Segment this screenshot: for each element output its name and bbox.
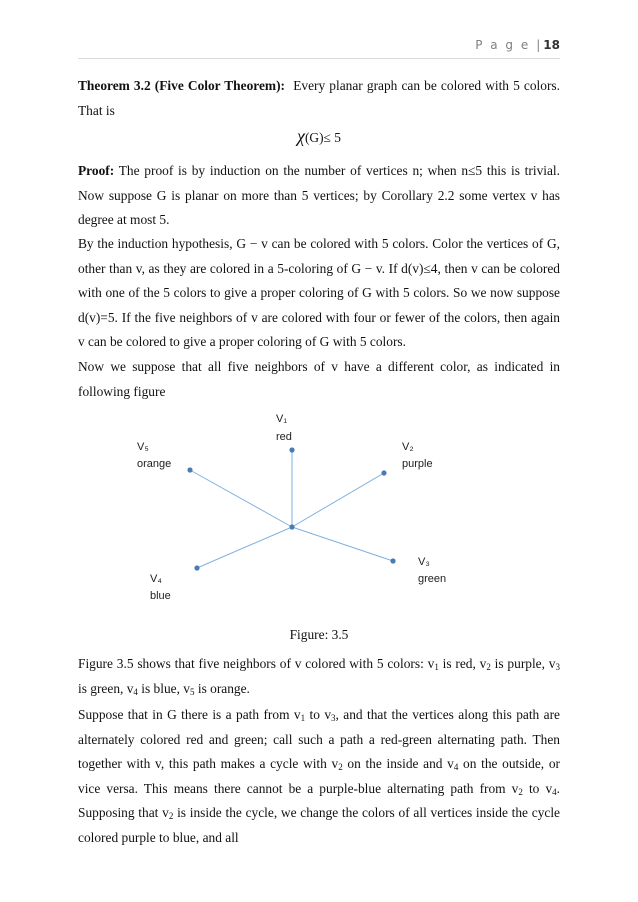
vertex-color-v1: red — [276, 431, 292, 443]
vertex-v1 — [289, 447, 294, 452]
subscript: 2 — [518, 786, 523, 797]
vertex-v4 — [194, 565, 199, 570]
vertex-v3 — [390, 558, 395, 563]
vertex-color-v3: green — [418, 573, 447, 585]
subscript: 2 — [168, 811, 174, 822]
text-run: is purple, v — [490, 656, 556, 671]
theorem-title: Theorem 3.2 (Five Color Theorem): — [78, 78, 285, 93]
subscript: 3 — [555, 662, 560, 672]
vertex-label-v5: V₅ — [137, 441, 149, 453]
subscript: 2 — [338, 762, 343, 773]
vertex-label-v3: V₃ — [418, 556, 430, 568]
text-run: , and that the vertices along this path are alternately colored red and green; call such a path a red-green alternating path. Then together with v, this path makes a cycle with v — [78, 707, 560, 772]
text-run: to v — [305, 707, 332, 722]
vertex-v2 — [381, 470, 386, 475]
subscript: 1 — [300, 713, 306, 723]
chi-symbol: χ — [297, 126, 305, 146]
vertex-label-v2: V₂ — [402, 441, 414, 453]
vertex-color-v2: purple — [402, 458, 433, 470]
proof-label: Proof: — [78, 163, 115, 178]
page-label: P a g e — [475, 38, 531, 52]
header-separator: | — [536, 38, 541, 52]
alternating-path-paragraph — [78, 703, 560, 851]
edge-v-v3 — [292, 527, 393, 561]
figure-caption: Figure: 3.5 — [289, 627, 349, 642]
page-number: 18 — [543, 38, 560, 52]
text-run: Suppose that in G there is a path from v — [78, 707, 301, 722]
text-run: . Supposing that v — [78, 780, 560, 821]
text-run: is green, v — [78, 680, 134, 696]
text-run: on the inside and v — [342, 756, 454, 772]
edge-v-v4 — [197, 527, 292, 568]
vertex-label-v4: V₄ — [150, 573, 162, 585]
proof-paragraph-3: Now we suppose that all five neighbors of v have a different color, as indicated in following figure — [78, 359, 560, 399]
subscript: 1 — [434, 662, 439, 672]
edge-v-v5 — [190, 470, 292, 527]
text-run: is orange. — [194, 680, 250, 696]
proof-paragraph-2: By the induction hypothesis, G − v can be colored with 5 colors. Color the vertices of G, other than v, as they are colored in a 5-coloring of G − v. If d(v)≤4, then v can be colored with one of the 5 colors to give a proper coloring of G with 5 colors. So we now suppose d(v)=5. If the five neighbors of v are colored with four or fewer of the colors, then again v can be colored to give a proper coloring of G with 5 colors. — [78, 236, 560, 350]
text-run: Figure 3.5 shows that five neighbors of v colored with 5 colors: v — [78, 656, 435, 671]
subscript: 4 — [453, 762, 459, 773]
theorem-statement: Every planar graph can be colored with 5 colors. That is — [78, 78, 560, 118]
graph-edges — [190, 450, 393, 568]
subscript: 3 — [331, 713, 336, 723]
text-run: to v — [522, 780, 553, 796]
proof-text-1: The proof is by induction on the number of vertices n; when n≤5 this is trivial. Now suppose G is planar on more than 5 vertices; by Corollary 2.2 some vertex v has degree at most 5. — [78, 163, 560, 228]
text-run: is blue, v — [137, 680, 190, 696]
explanation-paragraph — [78, 652, 560, 701]
edge-v-v2 — [292, 473, 384, 527]
subscript: 4 — [133, 686, 138, 697]
subscript: 5 — [190, 686, 195, 697]
vertex-color-v4: blue — [150, 590, 171, 602]
text-run: is inside the cycle, we change the colors of all vertices inside the cycle colored purple to blue, and all — [78, 805, 560, 845]
vertex-color-v5: orange — [137, 458, 172, 470]
subscript: 2 — [486, 662, 491, 672]
vertex-v-center — [289, 524, 294, 529]
text-run: on the outside, or vice versa. This means there cannot be a purple-blue alternating path from v — [78, 756, 560, 796]
subscript: 4 — [552, 786, 557, 797]
vertex-v5 — [187, 467, 192, 472]
formula-rest: (G)≤ 5 — [304, 130, 341, 145]
text-run: is red, v — [438, 656, 487, 671]
vertex-label-v1: V₁ — [276, 413, 288, 425]
